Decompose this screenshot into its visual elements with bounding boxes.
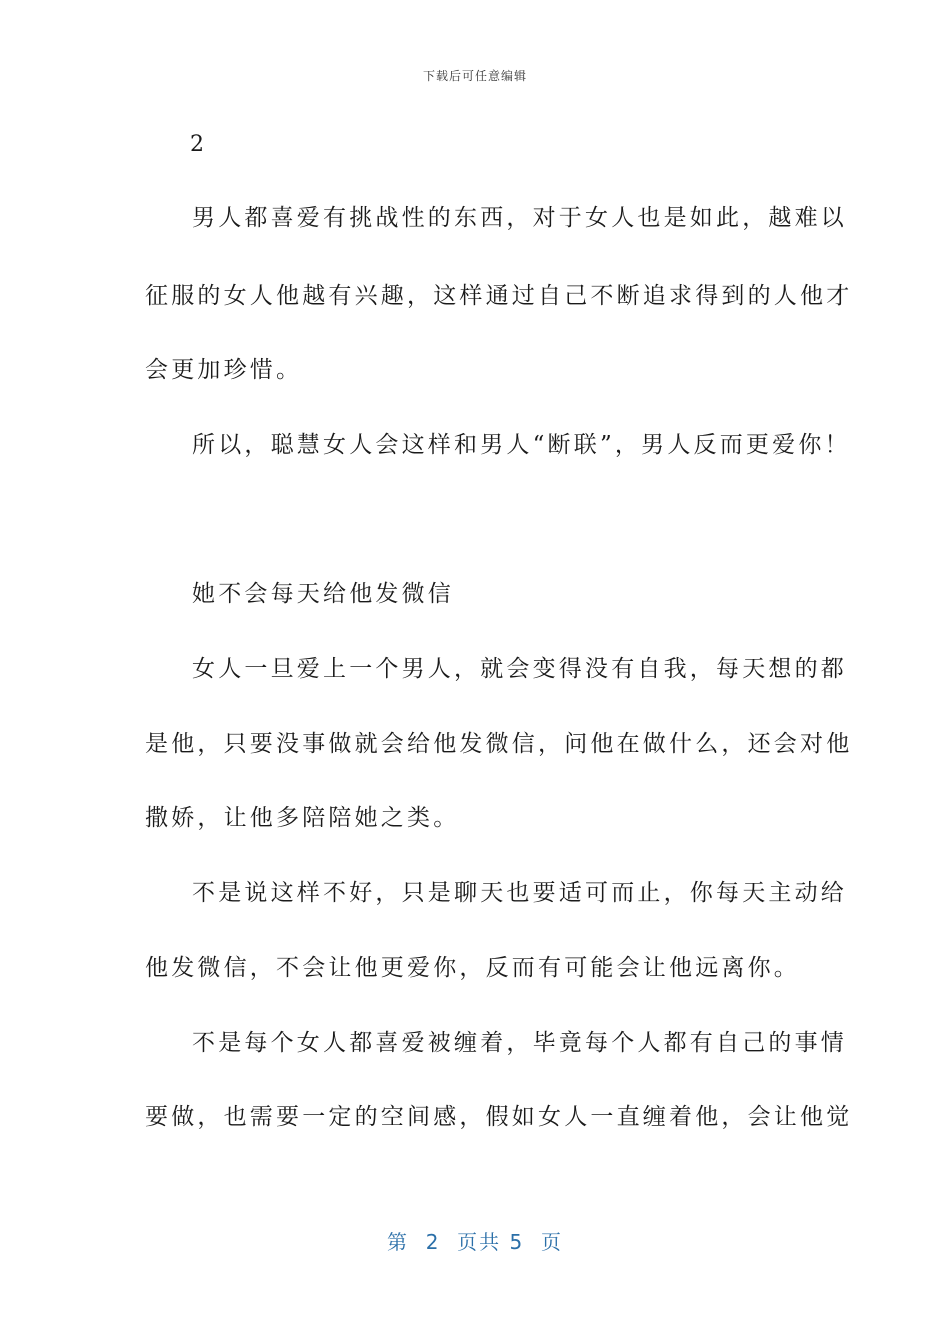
paragraph-line: 撒娇，让他多陪陪她之类。 <box>145 805 460 831</box>
paragraph-line: 男人都喜爱有挑战性的东西，对于女人也是如此，越难以 <box>192 205 847 231</box>
paragraph-line: 他发微信，不会让他更爱你，反而有可能会让他远离你。 <box>145 955 800 981</box>
page-marker: 2 <box>190 132 204 157</box>
page-header: 下载后可任意编辑 <box>422 69 527 83</box>
page-footer: 第 2 页共 5 页 <box>387 1230 563 1254</box>
paragraph-line: 会更加珍惜。 <box>145 357 303 383</box>
paragraph-line: 是他，只要没事做就会给他发微信，问他在做什么，还会对他 <box>145 731 853 757</box>
paragraph-line: 所以，聪慧女人会这样和男人“断联”，男人反而更爱你！ <box>192 432 851 458</box>
paragraph-line: 女人一旦爱上一个男人，就会变得没有自我，每天想的都 <box>192 656 847 682</box>
paragraph-line: 不是说这样不好，只是聊天也要适可而止，你每天主动给 <box>192 880 847 906</box>
paragraph-line: 要做，也需要一定的空间感，假如女人一直缠着他，会让他觉 <box>145 1104 853 1130</box>
section-heading: 她不会每天给他发微信 <box>192 581 454 607</box>
paragraph-line: 不是每个女人都喜爱被缠着，毕竟每个人都有自己的事情 <box>192 1030 847 1056</box>
paragraph-line: 征服的女人他越有兴趣，这样通过自己不断追求得到的人他才 <box>145 283 853 309</box>
